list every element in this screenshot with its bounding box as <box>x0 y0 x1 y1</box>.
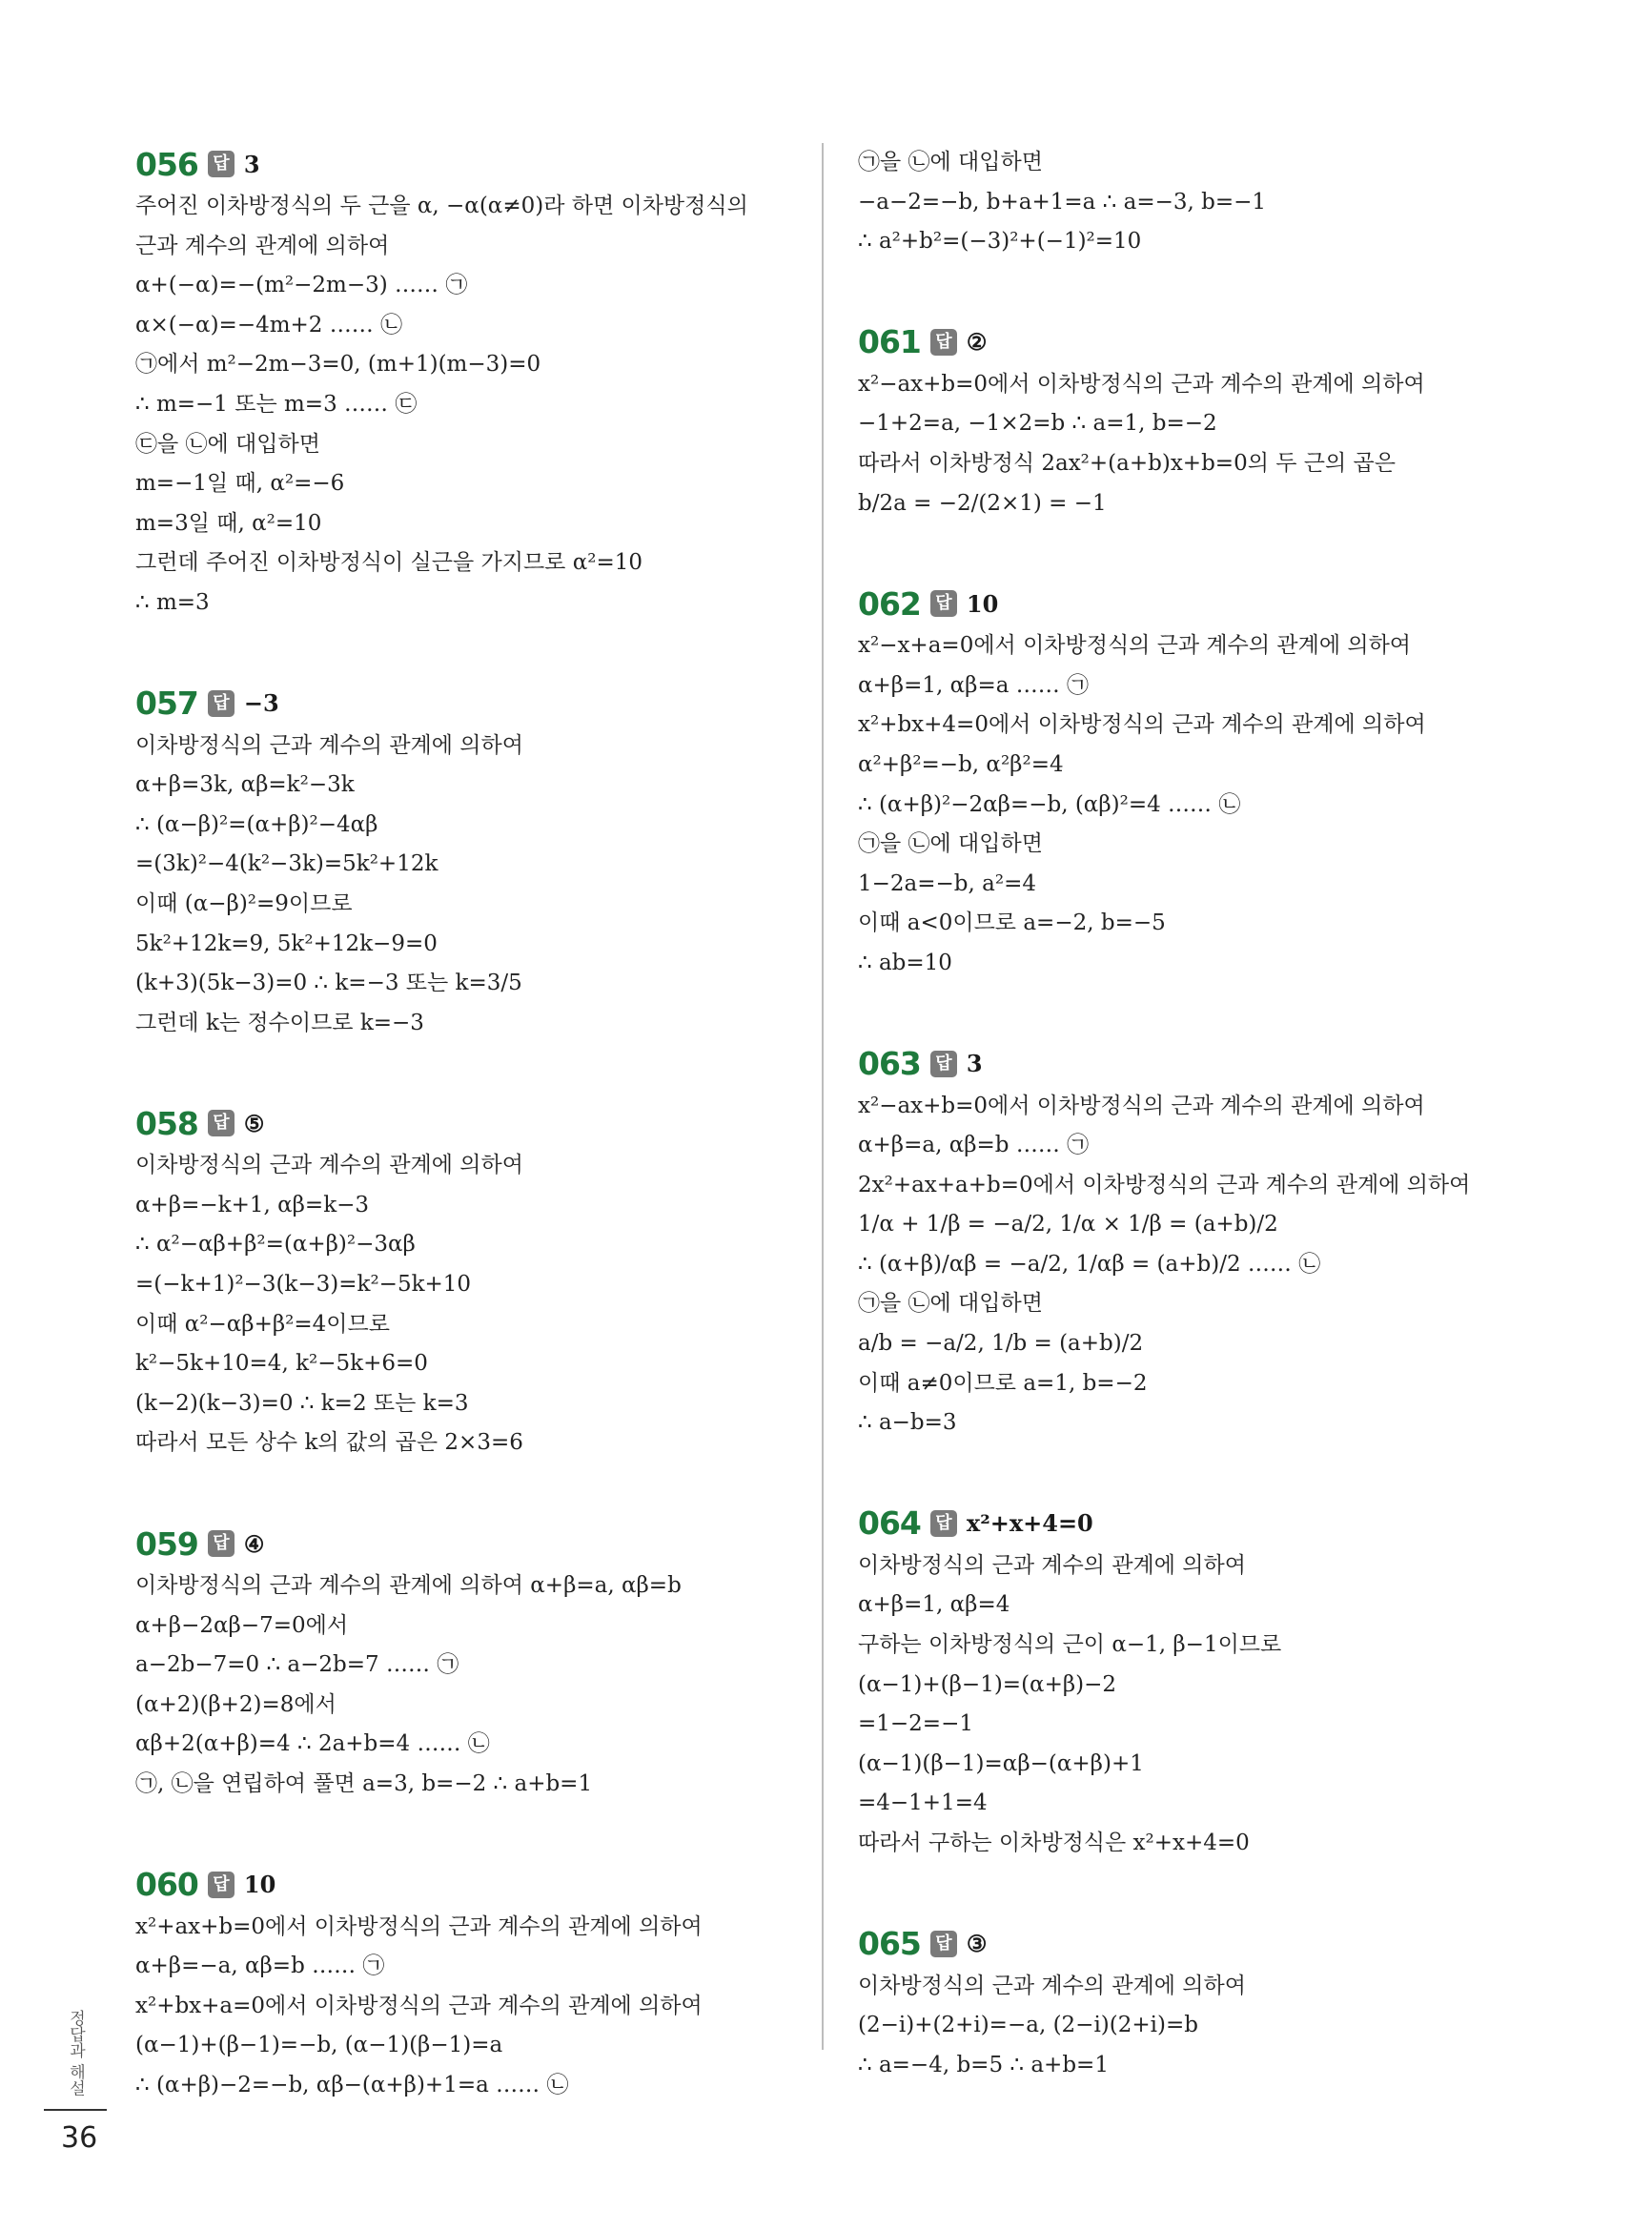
solution-line: α×(−α)=−4m+2 …… ㉡ <box>135 312 403 338</box>
solution-line: ∴ (α+β)²−2αβ=−b, (αβ)²=4 …… ㉡ <box>858 791 1241 817</box>
answer-badge: 답 <box>208 151 235 177</box>
problem-number: 060 <box>135 1866 198 1904</box>
answer-value: ② <box>966 328 988 357</box>
solution-line: 이때 α²−αβ+β²=4이므로 <box>135 1311 390 1337</box>
solution-line: 이차방정식의 근과 계수의 관계에 의하여 <box>858 1552 1246 1578</box>
problem-header <box>135 1864 803 1906</box>
answer-value: x²+x+4=0 <box>966 1509 1093 1538</box>
solution-line: α+β=3k, αβ=k²−3k <box>135 772 355 798</box>
solution-line: 근과 계수의 관계에 의하여 <box>135 233 390 258</box>
solution-line: 따라서 구하는 이차방정식은 x²+x+4=0 <box>858 1831 1250 1855</box>
solution-line: 따라서 모든 상수 k의 값의 곱은 2×3=6 <box>135 1430 523 1456</box>
answer-value: 3 <box>243 150 260 178</box>
solution-line: ∴ (α+β)−2=−b, αβ−(α+β)+1=a …… ㉡ <box>135 2072 569 2097</box>
solution-line: α²+β²=−b, α²β²=4 <box>858 751 1064 777</box>
solution-line: =4−1+1=4 <box>858 1790 988 1816</box>
solution-line: −a−2=−b, b+a+1=a ∴ a=−3, b=−1 <box>858 189 1267 215</box>
solution-line: 이때 a≠0이므로 a=1, b=−2 <box>858 1370 1148 1396</box>
right-column <box>858 143 1525 2144</box>
solution-line: =(3k)²−4(k²−3k)=5k²+12k <box>135 851 438 877</box>
problem-number: 065 <box>858 1925 921 1963</box>
solution-line: ∴ m=3 <box>135 589 210 615</box>
solution-line: ∴ ab=10 <box>858 950 952 975</box>
solution-line: 그런데 주어진 이차방정식이 실근을 가지므로 α²=10 <box>135 550 642 576</box>
problem-header <box>858 583 1525 624</box>
solution-line: 구하는 이차방정식의 근이 α−1, β−1이므로 <box>858 1632 1282 1658</box>
answer-badge: 답 <box>930 1510 957 1537</box>
solution-line: 1/α + 1/β = −a/2, 1/α × 1/β = (a+b)/2 <box>858 1212 1278 1238</box>
problem-header <box>858 1043 1525 1085</box>
problem-number: 058 <box>135 1104 198 1142</box>
solution-line: α+(−α)=−(m²−2m−3) …… ㉠ <box>135 273 468 298</box>
answer-badge: 답 <box>930 590 957 617</box>
solution-line: ∴ a=−4, b=5 ∴ a+b=1 <box>858 2052 1109 2077</box>
solution-line: ㉠을 ㉡에 대입하면 <box>858 831 1043 857</box>
solution-line: ㉠을 ㉡에 대입하면 <box>858 150 1043 174</box>
solution-line: x²−x+a=0에서 이차방정식의 근과 계수의 관계에 의하여 <box>858 633 1412 659</box>
solution-line: ∴ (α−β)²=(α+β)²−4αβ <box>135 811 378 837</box>
problem-number: 056 <box>135 145 198 183</box>
answer-value: ④ <box>243 1529 265 1558</box>
answer-badge: 답 <box>208 1872 235 1898</box>
solution-line: (α−1)+(β−1)=(α+β)−2 <box>858 1671 1117 1697</box>
problem-number: 057 <box>135 685 198 723</box>
solution-line: m=3일 때, α²=10 <box>135 510 322 536</box>
left-column <box>135 143 803 2165</box>
problem-060 <box>135 1864 803 2106</box>
problem-065 <box>858 1923 1525 2086</box>
problem-header <box>858 1503 1525 1545</box>
problem-header <box>858 321 1525 363</box>
solution-line: ∴ a−b=3 <box>858 1410 957 1436</box>
answer-badge: 답 <box>930 1931 957 1957</box>
solution-line: x²+ax+b=0에서 이차방정식의 근과 계수의 관계에 의하여 <box>135 1913 703 1939</box>
answer-value: ③ <box>966 1930 988 1958</box>
solution-line: 이차방정식의 근과 계수의 관계에 의하여 α+β=a, αβ=b <box>135 1573 682 1599</box>
section-tab: 정답과 해설 <box>66 2009 85 2097</box>
solution-line: (k−2)(k−3)=0 ∴ k=2 또는 k=3 <box>135 1390 469 1416</box>
answer-badge: 답 <box>930 329 957 356</box>
solution-line: αβ+2(α+β)=4 ∴ 2a+b=4 …… ㉡ <box>135 1731 490 1757</box>
solution-line: 1−2a=−b, a²=4 <box>858 870 1036 896</box>
answer-badge: 답 <box>208 690 235 717</box>
solution-line: 따라서 이차방정식 2ax²+(a+b)x+b=0의 두 근의 곱은 <box>858 450 1396 476</box>
problem-header <box>135 143 803 185</box>
footer-rule <box>44 2109 107 2111</box>
problem-061 <box>858 321 1525 523</box>
solution-line: ∴ m=−1 또는 m=3 …… ㉢ <box>135 391 418 417</box>
solution-line: 주어진 이차방정식의 두 근을 α, −α(α≠0)라 하면 이차방정식의 <box>135 194 748 218</box>
solution-line: α+β=a, αβ=b …… ㉠ <box>858 1133 1090 1158</box>
problem-header <box>135 1102 803 1144</box>
solution-line: x²−ax+b=0에서 이차방정식의 근과 계수의 관계에 의하여 <box>858 1093 1425 1118</box>
problem-number: 064 <box>858 1504 921 1543</box>
solution-line: ∴ a²+b²=(−3)²+(−1)²=10 <box>858 229 1142 255</box>
page-number: 36 <box>61 2121 98 2155</box>
answer-value: 10 <box>966 589 999 618</box>
solution-line: α+β=1, αβ=4 <box>858 1592 1010 1618</box>
solution-line: (k+3)(5k−3)=0 ∴ k=−3 또는 k=3/5 <box>135 971 522 996</box>
solution-line: 이차방정식의 근과 계수의 관계에 의하여 <box>135 1153 523 1178</box>
answer-badge: 답 <box>208 1530 235 1557</box>
solution-line: ∴ α²−αβ+β²=(α+β)²−3αβ <box>135 1232 416 1258</box>
solution-line: 5k²+12k=9, 5k²+12k−9=0 <box>135 931 438 956</box>
solution-line: 이차방정식의 근과 계수의 관계에 의하여 <box>135 732 523 758</box>
solution-line: ㉢을 ㉡에 대입하면 <box>135 431 320 457</box>
solution-line: ∴ (α+β)/αβ = −a/2, 1/αβ = (a+b)/2 …… ㉡ <box>858 1251 1321 1277</box>
answer-value: −3 <box>243 689 279 718</box>
solution-line: (2−i)+(2+i)=−a, (2−i)(2+i)=b <box>858 2013 1198 2038</box>
solution-line: α+β−2αβ−7=0에서 <box>135 1612 349 1638</box>
solution-line: a−2b−7=0 ∴ a−2b=7 …… ㉠ <box>135 1652 459 1678</box>
problem-continuation <box>858 143 1525 262</box>
solution-line: =1−2=−1 <box>858 1711 973 1737</box>
problem-number: 059 <box>135 1524 198 1563</box>
solution-line: k²−5k+10=4, k²−5k+6=0 <box>135 1351 428 1377</box>
solution-line: 이차방정식의 근과 계수의 관계에 의하여 <box>858 1973 1246 1998</box>
solution-line: 2x²+ax+a+b=0에서 이차방정식의 근과 계수의 관계에 의하여 <box>858 1172 1471 1197</box>
solution-line: α+β=−k+1, αβ=k−3 <box>135 1192 370 1217</box>
solution-line: x²+bx+a=0에서 이차방정식의 근과 계수의 관계에 의하여 <box>135 1993 703 2018</box>
solution-line: (α−1)+(β−1)=−b, (α−1)(β−1)=a <box>135 2033 503 2058</box>
answer-value: 3 <box>966 1050 983 1077</box>
solution-line: 그런데 k는 정수이므로 k=−3 <box>135 1010 424 1035</box>
solution-line: α+β=1, αβ=a …… ㉠ <box>858 672 1090 698</box>
solution-line: 이때 a<0이므로 a=−2, b=−5 <box>858 910 1166 936</box>
problem-059 <box>135 1523 803 1805</box>
answer-badge: 답 <box>930 1051 957 1077</box>
solution-line: ㉠에서 m²−2m−3=0, (m+1)(m−3)=0 <box>135 352 541 378</box>
solution-line: x²−ax+b=0에서 이차방정식의 근과 계수의 관계에 의하여 <box>858 371 1425 397</box>
answer-badge: 답 <box>208 1110 235 1136</box>
column-divider <box>822 143 824 2050</box>
solution-line: α+β=−a, αβ=b …… ㉠ <box>135 1954 385 1979</box>
solution-line: (α−1)(β−1)=αβ−(α+β)+1 <box>858 1750 1144 1776</box>
solution-line: b/2a = −2/(2×1) = −1 <box>858 490 1107 516</box>
solution-line: 이때 (α−β)²=9이므로 <box>135 890 353 916</box>
solution-line: ㉠, ㉡을 연립하여 풀면 a=3, b=−2 ∴ a+b=1 <box>135 1771 593 1796</box>
solution-line: m=−1일 때, α²=−6 <box>135 471 345 497</box>
problem-header <box>135 1523 803 1565</box>
problem-header <box>858 1923 1525 1965</box>
problem-header <box>135 683 803 725</box>
solution-line: ㉠을 ㉡에 대입하면 <box>858 1291 1043 1317</box>
problem-number: 061 <box>858 323 921 361</box>
problem-number: 063 <box>858 1045 921 1082</box>
problem-057 <box>135 683 803 1044</box>
solution-line: (α+2)(β+2)=8에서 <box>135 1691 337 1717</box>
solution-line: a/b = −a/2, 1/b = (a+b)/2 <box>858 1331 1144 1357</box>
problem-062 <box>858 583 1525 983</box>
problem-058 <box>135 1102 803 1463</box>
answer-value: 10 <box>243 1871 276 1899</box>
solution-line: =(−k+1)²−3(k−3)=k²−5k+10 <box>135 1272 472 1298</box>
problem-056 <box>135 143 803 624</box>
answer-value: ⑤ <box>243 1109 265 1137</box>
solution-line: x²+bx+4=0에서 이차방정식의 근과 계수의 관계에 의하여 <box>858 712 1426 738</box>
problem-063 <box>858 1043 1525 1443</box>
problem-number: 062 <box>858 584 921 623</box>
problem-064 <box>858 1503 1525 1864</box>
solution-line: −1+2=a, −1×2=b ∴ a=1, b=−2 <box>858 411 1217 437</box>
